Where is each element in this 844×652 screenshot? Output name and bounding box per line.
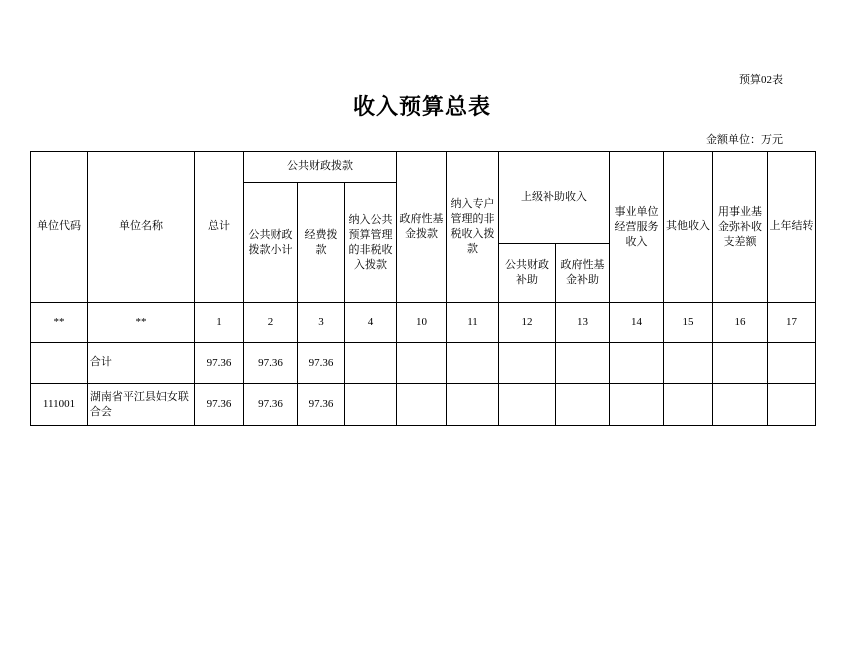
col-header-prior-year-carryover-label: 上年结转 xyxy=(769,220,814,233)
col-header-unit-code-label: 单位代码 xyxy=(37,220,81,233)
column-number-cell: 3 xyxy=(298,303,345,343)
cell-business-service-income xyxy=(610,384,664,426)
cell-business-fund-offset xyxy=(713,384,768,426)
column-number-cell: 11 xyxy=(447,303,499,343)
col-header-business-fund-offset-label: 用事业基金弥补收支差额 xyxy=(718,205,762,248)
column-number-cell: 13 xyxy=(556,303,610,343)
col-header-total-label: 总计 xyxy=(208,220,230,233)
table-header xyxy=(31,152,816,303)
cell-nontax-special-account xyxy=(447,384,499,426)
income-budget-table xyxy=(30,151,816,426)
col-header-prior-year-carryover xyxy=(768,152,816,303)
cell-other-income xyxy=(664,343,713,384)
col-group-public-finance xyxy=(244,152,397,183)
col-header-public-finance-subtotal xyxy=(244,183,298,303)
col-header-unit-code xyxy=(31,152,88,303)
col-header-unit-name-label: 单位名称 xyxy=(119,220,163,233)
cell-nontax-in-budget xyxy=(345,343,397,384)
cell-funding-allocation: 97.36 xyxy=(298,343,345,384)
cell-gov-fund-subsidy xyxy=(556,384,610,426)
cell-business-fund-offset xyxy=(713,343,768,384)
col-header-public-finance-subtotal-label: 公共财政拨款小计 xyxy=(248,228,293,256)
col-header-other-income-label: 其他收入 xyxy=(666,220,711,233)
cell-gov-fund-subsidy xyxy=(556,343,610,384)
column-number-cell: 4 xyxy=(345,303,397,343)
cell-prior-year-carryover xyxy=(768,343,816,384)
column-number-cell: 10 xyxy=(397,303,447,343)
col-header-nontax-in-budget-label: 纳入公共预算管理的非税收入拨款 xyxy=(348,213,393,271)
table-body xyxy=(31,303,816,426)
column-number-cell: 16 xyxy=(713,303,768,343)
col-header-total xyxy=(195,152,244,303)
cell-unit-code xyxy=(31,343,88,384)
cell-unit-name-text: 湖南省平江县妇女联合会 xyxy=(89,390,189,418)
col-header-nontax-special-account-label: 纳入专户管理的非税收入拨款 xyxy=(450,198,495,255)
col-header-business-fund-offset xyxy=(713,152,768,303)
col-header-business-service-income-label: 事业单位经营服务收入 xyxy=(614,205,659,248)
cell-public-finance-subtotal: 97.36 xyxy=(244,343,298,384)
column-number-cell: ** xyxy=(31,303,88,343)
cell-total: 97.36 xyxy=(195,384,244,426)
cell-unit-code: 111001 xyxy=(31,384,88,426)
column-number-row xyxy=(31,303,816,343)
column-number-cell: 12 xyxy=(499,303,556,343)
col-header-funding-allocation xyxy=(298,183,345,303)
cell-nontax-special-account xyxy=(447,343,499,384)
cell-nontax-in-budget xyxy=(345,384,397,426)
col-header-public-finance-subsidy xyxy=(499,244,556,303)
col-header-gov-fund-subsidy xyxy=(556,244,610,303)
col-header-gov-fund-allocation xyxy=(397,152,447,303)
col-header-funding-allocation-label: 经费拨款 xyxy=(304,228,338,256)
col-header-nontax-special-account xyxy=(447,152,499,303)
col-group-public-finance-label: 公共财政拨款 xyxy=(287,160,353,173)
table-row-grand-total xyxy=(31,343,816,384)
amount-unit-label: 金额单位：万元 xyxy=(706,134,783,146)
cell-gov-fund-allocation xyxy=(397,384,447,426)
cell-unit-name xyxy=(88,384,195,426)
col-group-superior-subsidy-label: 上级补助收入 xyxy=(521,190,588,203)
col-header-gov-fund-subsidy-label: 政府性基金补助 xyxy=(560,259,605,286)
cell-funding-allocation: 97.36 xyxy=(298,384,345,426)
col-header-business-service-income xyxy=(610,152,664,303)
column-number-cell: 17 xyxy=(768,303,816,343)
cell-public-finance-subsidy xyxy=(499,384,556,426)
table-row-unit xyxy=(31,384,816,426)
header-row-top xyxy=(31,152,816,183)
cell-unit-name xyxy=(88,343,195,384)
col-group-superior-subsidy xyxy=(499,152,610,244)
cell-public-finance-subtotal: 97.36 xyxy=(244,384,298,426)
page-title: 收入预算总表 xyxy=(352,94,491,119)
column-number-cell: 2 xyxy=(244,303,298,343)
col-header-unit-name xyxy=(88,152,195,303)
col-header-nontax-in-budget xyxy=(345,183,397,303)
col-header-gov-fund-allocation-label: 政府性基金拨款 xyxy=(399,213,444,240)
column-number-cell: 15 xyxy=(664,303,713,343)
cell-gov-fund-allocation xyxy=(397,343,447,384)
cell-other-income xyxy=(664,384,713,426)
cell-total: 97.36 xyxy=(195,343,244,384)
column-number-cell: ** xyxy=(88,303,195,343)
cell-public-finance-subsidy xyxy=(499,343,556,384)
col-header-other-income xyxy=(664,152,713,303)
form-code-label: 预算02表 xyxy=(739,74,783,86)
cell-prior-year-carryover xyxy=(768,384,816,426)
cell-unit-name-text: 合计 xyxy=(89,356,112,369)
col-header-public-finance-subsidy-label: 公共财政补助 xyxy=(505,259,549,286)
column-number-cell: 14 xyxy=(610,303,664,343)
column-number-cell: 1 xyxy=(195,303,244,343)
cell-business-service-income xyxy=(610,343,664,384)
